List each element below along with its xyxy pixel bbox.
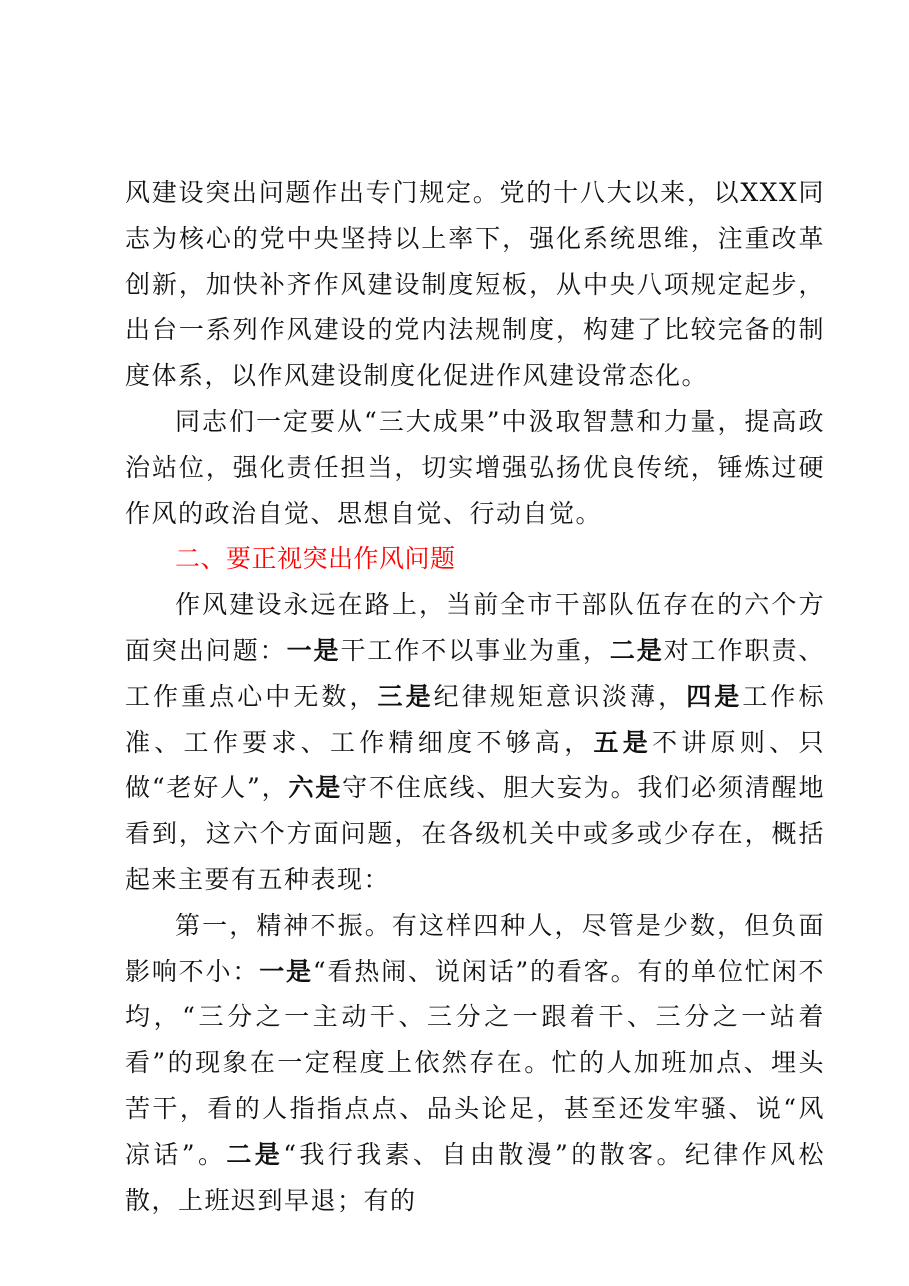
- paragraph-3-text: 作风建设永远在路上，当前全市干部队伍存在的六个方面突出问题：: [125, 590, 825, 665]
- paragraph-3-text: 工作标准、工作要求、工作精细度不够高，: [125, 681, 825, 757]
- paragraph-3-text: 干工作不以事业为重，: [340, 635, 610, 665]
- paragraph-3-emphasis: 六是: [288, 773, 343, 803]
- paragraph-3-text: 守不住底线、胆大妄为。我们必须清醒地看到，这六个方面问题，在各级机关中或多或少存在，概括起来主要有五种表现：: [125, 773, 825, 894]
- document-body: [125, 170, 825, 1223]
- paragraph-3-emphasis: 五是: [593, 727, 653, 757]
- paragraph-3: [125, 582, 825, 903]
- section-heading: [125, 536, 825, 582]
- paragraph-3-emphasis: 一是: [286, 635, 341, 665]
- paragraph-3-text: 对工作职责、工作重点心中无数，: [125, 635, 825, 711]
- section-heading-text: 二、要正视突出作风问题: [175, 544, 456, 574]
- paragraph-2-text: 同志们一定要从“三大成果”中汲取智慧和力量，提高政治站位，强化责任担当，切实增强弘扬优良传统，锤炼过硬作风的政治自觉、思想自觉、行动自觉。: [125, 406, 825, 528]
- paragraph-4-text: “看热闹、说闲话”的看客。有的单位忙闲不均，“三分之一主动干、三分之一跟着干、三分之一站着看”的现象在一定程度上依然存在。忙的人加班加点、埋头苦干，看的人指指点点、品头论足，甚至还发牢骚、说“风凉话”。: [125, 956, 825, 1169]
- paragraph-3-text: 纪律规矩意识淡薄，: [433, 681, 687, 711]
- paragraph-1-text: 风建设突出问题作出专门规定。党的十八大以来，以XXX同志为核心的党中央坚持以上率下，强化系统思维，注重改革创新，加快补齐作风建设制度短板，从中央八项规定起步，出台一系列作风建设的党内法规制度，构建了比较完备的制度体系，以作风建设制度化促进作风建设常态化。: [125, 178, 825, 391]
- paragraph-4-text: 第一，精神不振。有这样四种人，尽管是少数，但负面影响不小：: [125, 910, 825, 986]
- paragraph-3-emphasis: 二是: [609, 635, 664, 665]
- paragraph-3-emphasis: 四是: [686, 681, 743, 711]
- paragraph-3-emphasis: 三是: [377, 681, 434, 711]
- paragraph-2: [125, 399, 825, 536]
- paragraph-4-emphasis: 一是: [259, 956, 313, 986]
- paragraph-4-text: “我行我素、自由散漫”的散客。纪律作风松散，上班迟到早退；有的: [125, 1139, 825, 1215]
- paragraph-4-emphasis: 二是: [226, 1139, 284, 1169]
- paragraph-3-text: 不讲原则、只做“老好人”，: [125, 727, 825, 803]
- paragraph-4: [125, 903, 825, 1224]
- paragraph-1: [125, 170, 825, 399]
